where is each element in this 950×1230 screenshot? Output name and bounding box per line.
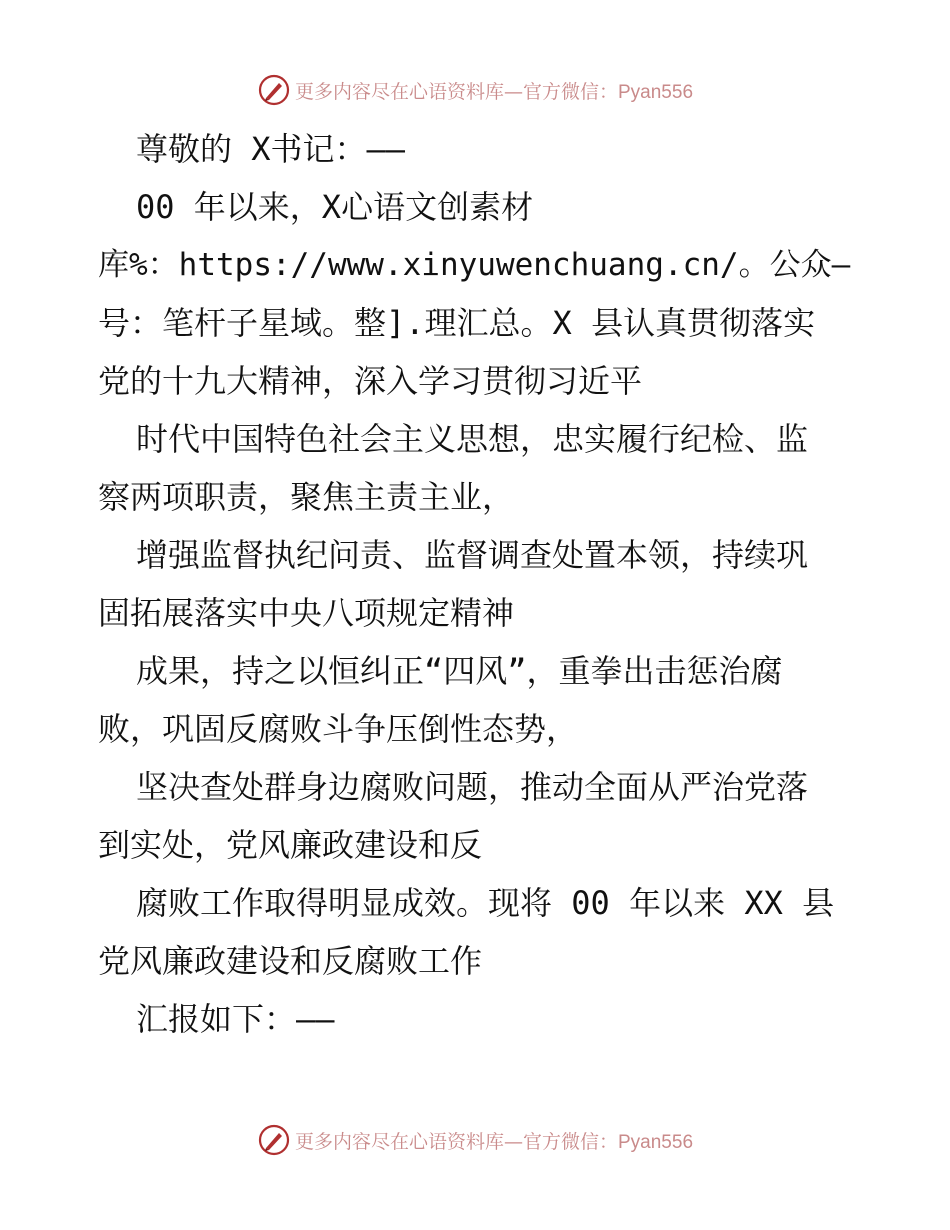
doc-line: 坚决查处群身边腐败问题，推动全面从严治党落 bbox=[136, 768, 809, 806]
doc-line: 时代中国特色社会主义思想，忠实履行纪检、监 bbox=[136, 420, 809, 458]
doc-line: 成果，持之以恒纠正“四风”，重拳出击惩治腐 bbox=[136, 652, 783, 690]
doc-line: 尊敬的 X书记：—— bbox=[136, 130, 406, 168]
doc-line: 败，巩固反腐败斗争压倒性态势， bbox=[98, 710, 579, 748]
header-banner bbox=[0, 70, 950, 110]
doc-line: 腐败工作取得明显成效。现将 00 年以来 XX 县 bbox=[136, 884, 835, 922]
doc-line: 到实处，党风廉政建设和反 bbox=[98, 826, 483, 864]
doc-line: 党的十九大精神，深入学习贯彻习近平 bbox=[98, 362, 643, 400]
doc-line: 党风廉政建设和反腐败工作 bbox=[98, 942, 483, 980]
doc-line: 汇报如下：—— bbox=[136, 1000, 335, 1038]
doc-line: 00 年以来，X心语文创素材 bbox=[136, 188, 534, 226]
doc-line: 固拓展落实中央八项规定精神 bbox=[98, 594, 515, 632]
banner-handle: Pyan556 bbox=[618, 81, 694, 103]
banner-text: 更多内容尽在心语资料库—官方微信：Pyan556 bbox=[294, 80, 694, 103]
pen-logo-icon bbox=[257, 73, 291, 107]
banner-text: 更多内容尽在心语资料库—官方微信：Pyan556 bbox=[294, 1130, 694, 1153]
doc-line: 库%：https://www.xinyuwenchuang.cn/。公众— bbox=[98, 247, 851, 283]
banner-handle: Pyan556 bbox=[618, 1131, 694, 1153]
pen-logo-icon bbox=[257, 1123, 291, 1157]
footer-banner bbox=[0, 1120, 950, 1160]
doc-line: 增强监督执纪问责、监督调查处置本领，持续巩 bbox=[136, 536, 809, 574]
doc-line: 号：笔杆子星域。整].理汇总。X 县认真贯彻落实 bbox=[98, 304, 816, 342]
doc-line: 察两项职责，聚焦主责主业， bbox=[98, 478, 515, 516]
